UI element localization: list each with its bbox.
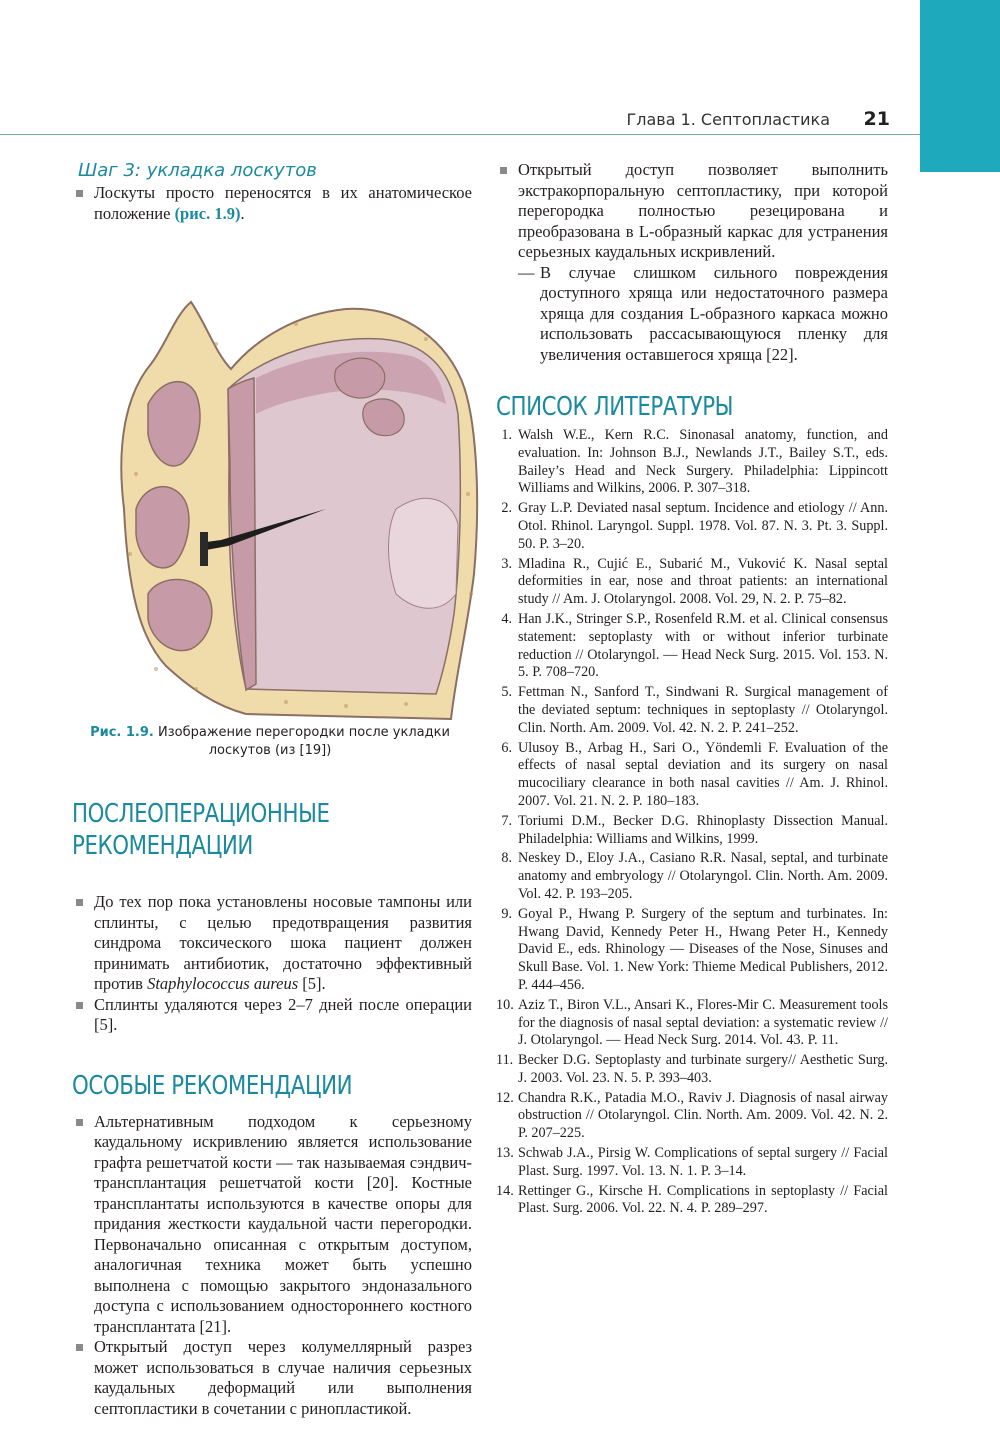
reference-text: Aziz T., Biron V.L., Ansari K., Flores-Mir C. Measurement tools for the diagnosis of nasal septal deviation: a systematic review // J. Otolaryngol. — Head Neck Surg. 2014. Vol. 43. P. 11.: [518, 996, 888, 1049]
reference-item: [496, 997, 888, 1050]
reference-item: [496, 500, 888, 553]
reference-number: 10.: [496, 996, 514, 1013]
reference-number: 7.: [501, 812, 512, 829]
dash-item: [496, 263, 888, 366]
right-column: [496, 160, 888, 1220]
reference-item: [496, 684, 888, 737]
chapter-tab: [920, 0, 1000, 172]
reference-number: 5.: [501, 684, 512, 701]
bone-dot: [284, 700, 288, 704]
step-3-list: [72, 183, 472, 224]
reference-number: 1.: [501, 427, 512, 443]
special-list-continued: [496, 160, 888, 263]
reference-text: Walsh W.E., Kern R.C. Sinonasal anatomy, function, and evaluation. In: Johnson B.J., Newlands J.T., Bailey S.T., eds. Bailey’s Head and Neck Surgery. Philadelphia: Lippincott Williams and Wilkins, 2006. P. 307–318.: [518, 427, 888, 497]
figure-septum-illustration: [96, 294, 496, 724]
bone-dot: [214, 342, 218, 346]
reference-text: Mladina R., Cujić E., Subarić M., Vuković K. Nasal septal deformities in ear, nose and throat patients: an international study // Am. J. Otolaryngol. 2008. Vol. 29, N. 2. P. 75–82.: [518, 555, 888, 608]
reference-number: 3.: [501, 555, 512, 572]
list-item: Альтернативным подходом к серьезному каудальному искривлению является использование графта решетчатой кости — так называемая сэндвич-трансплантация решетчатой кости [20]. Костные трансплантаты используются в качестве опоры для придания жесткости каудальной части перегородки. Первоначально описанная с открытым доступом, аналогичная техника может быть успешно выполнена с помощью закрытого эндоназального доступа с использованием одностороннего костного трансплантата [21].: [72, 1112, 472, 1338]
reference-number: 13.: [496, 1145, 514, 1162]
reference-number: 14.: [496, 1182, 514, 1199]
reference-item: [496, 850, 888, 903]
page-number: 21: [863, 108, 890, 130]
cavity-right-wall: [389, 498, 459, 608]
bone-dot: [194, 687, 198, 691]
reference-item: [496, 1090, 888, 1143]
list-item: [72, 892, 472, 995]
step-3-text-end: .: [240, 203, 245, 223]
left-column: [72, 160, 472, 1419]
references-list: [496, 427, 888, 1218]
bone-dot: [154, 667, 158, 671]
reference-item: [496, 427, 888, 498]
reference-number: 2.: [501, 500, 512, 517]
bone-dot: [469, 592, 473, 596]
reference-number: 4.: [501, 610, 512, 627]
reference-item: [496, 906, 888, 995]
reference-item: [496, 611, 888, 682]
reference-item: [496, 813, 888, 849]
reference-number: 8.: [501, 850, 512, 867]
postop-b1-end: [5].: [298, 974, 326, 993]
header-rule: [0, 134, 920, 135]
special-list: [72, 1112, 472, 1420]
bone-dot: [424, 337, 428, 341]
reference-item: [496, 1183, 888, 1219]
postop-heading-line1: ПОСЛЕОПЕРАЦИОННЫЕ: [72, 799, 330, 829]
reference-item: [496, 1145, 888, 1181]
bone-dot: [466, 492, 470, 496]
reference-number: 6.: [501, 739, 512, 756]
running-head: Глава 1. Септопластика: [626, 110, 830, 129]
reference-text: Gray L.P. Deviated nasal septum. Incidence and etiology // Ann. Otol. Rhinol. Laryngol. Suppl. 1978. Vol. 87. N. 3. Pt. 3. Suppl. 50. P. 3–20.: [518, 500, 888, 552]
incision-slot: [200, 532, 208, 566]
list-item: Сплинты удаляются через 2–7 дней после операции [5].: [72, 995, 472, 1036]
reference-number: 11.: [496, 1052, 514, 1069]
bone-dot: [128, 552, 132, 556]
reference-text: Rettinger G., Kirsche H. Complications in septoplasty // Facial Plast. Surg. 2006. Vol. 22. N. 4. P. 289–297.: [518, 1182, 888, 1217]
reference-text: Chandra R.K., Patadia M.O., Raviv J. Diagnosis of nasal airway obstruction // Otolaryngol. Clin. North. Am. 2009. Vol. 42. N. 2. P. 207–225.: [518, 1089, 888, 1142]
reference-text: Neskey D., Eloy J.A., Casiano R.R. Nasal, septal, and turbinate anatomy and embryology // Otolaryngol. Clin. North. Am. 2009. Vol. 42. P. 193–205.: [518, 850, 888, 902]
references-heading: СПИСОК ЛИТЕРАТУРЫ: [496, 392, 734, 422]
figure-caption-label: Рис. 1.9.: [90, 725, 154, 740]
reference-text: Ulusoy B., Arbag H., Sari O., Yöndemli F. Evaluation of the effects of nasal septal deviation and its surgery on nasal mucociliary clearance in both nasal cavities // Am. J. Rhinol. 2007. Vol. 21. N. 2. P. 180–183.: [518, 739, 888, 809]
postop-heading-line2: РЕКОМЕНДАЦИИ: [72, 831, 253, 861]
reference-item: [496, 556, 888, 609]
list-item: [72, 183, 472, 224]
septum-illustration: [96, 294, 496, 724]
list-item: Открытый доступ позволяет выполнить экстракорпоральную септопластику, при которой перегородка полностью резецирована и преобразована в L-образный каркас для устранения серьезных каудальных искривлений.: [496, 160, 888, 263]
list-item: Открытый доступ через колумеллярный разрез может использоваться в случае наличия серьезных каудальных деформаций или выполнения септопластики в сочетании с ринопластикой.: [72, 1337, 472, 1419]
dash-item-text: В случае слишком сильного повреждения доступного хряща или недостаточного размера хряща для создания L-образного каркаса можно использовать рассасывающуюся пленку для увеличения оставшегося хряща [22].: [540, 262, 888, 364]
postop-list: [72, 892, 472, 1036]
reference-text: Toriumi D.M., Becker D.G. Rhinoplasty Dissection Manual. Philadelphia: Williams and Wilkins, 1999.: [518, 812, 888, 847]
reference-item: [496, 1052, 888, 1088]
reference-number: 12.: [496, 1089, 514, 1106]
figure-caption-text: Изображение перегородки после укладки лоскутов (из [19]): [153, 725, 450, 758]
reference-text: Goyal P., Hwang P. Surgery of the septum and turbinates. In: Hwang David, Kennedy Peter H., Hwang Peter H., Kennedy David E., eds. Rhinology — Diseases of the Nose, Sinuses and Skull Base. Vol. 1. New York: Thieme Medical Publishers, 2012. P. 444–456.: [518, 905, 888, 993]
figure-reference-link[interactable]: (рис. 1.9): [174, 203, 241, 223]
bone-dot: [294, 322, 298, 326]
dash-mark: —: [518, 262, 535, 282]
turbinate-lower: [148, 579, 212, 650]
bone-dot: [134, 472, 138, 476]
sinus-cell-1: [335, 358, 385, 398]
reference-text: Fettman N., Sanford T., Sindwani R. Surgical management of the deviated septum: techniques in septoplasty // Otolaryngol. Clin. North. Am. 2009. Vol. 42. N. 2. P. 241–252.: [518, 684, 888, 736]
bone-dot: [344, 704, 348, 708]
step-3-text: Лоскуты просто переносятся в их анатомическое положение: [94, 183, 472, 223]
postop-b1-italic: Staphylococcus aureus: [147, 974, 299, 993]
figure-caption: [64, 724, 476, 760]
postop-b1-text: До тех пор пока установлены носовые тампоны или сплинты, с целью предотвращения развития синдрома токсического шока пациент должен принимать антибиотик, достаточно эффективный против: [94, 892, 472, 993]
step-3-title: Шаг 3: укладка лоскутов: [78, 160, 317, 181]
reference-number: 9.: [501, 905, 512, 922]
special-heading: ОСОБЫЕ РЕКОМЕНДАЦИИ: [72, 1070, 353, 1101]
bone-dot: [404, 702, 408, 706]
reference-text: Schwab J.A., Pirsig W. Complications of septal surgery // Facial Plast. Surg. 1997. Vol. 13. N. 1. P. 3–14.: [518, 1145, 888, 1179]
reference-item: [496, 740, 888, 811]
reference-text: Han J.K., Stringer S.P., Rosenfeld R.M. et al. Clinical consensus statement: septoplasty with or without inferior turbinate reduction // Otolaryngol. — Head Neck Surg. 2015. Vol. 153. N. 5. P. 708–720.: [518, 610, 888, 681]
reference-text: Becker D.G. Septoplasty and turbinate surgery// Aesthetic Surg. J. 2003. Vol. 23. N. 5. P. 393–403.: [518, 1052, 888, 1086]
